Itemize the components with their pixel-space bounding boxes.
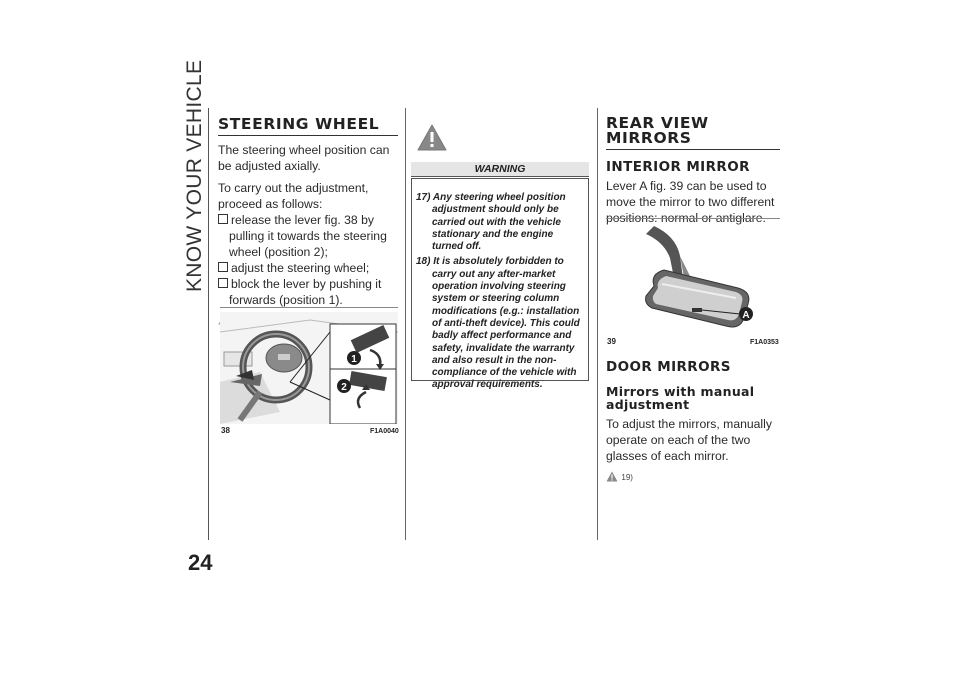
figure-38-steering-illustration (220, 312, 398, 424)
figure-38-top-rule (220, 307, 398, 308)
bullet-text: release the lever fig. 38 by pulling it towards the steering wheel (position 2); (229, 213, 387, 259)
callout-2: 2 (341, 382, 347, 393)
mirrors-title (606, 116, 780, 150)
figure-39-number: 39 (607, 337, 616, 346)
checkbox-bullet-icon (218, 278, 228, 288)
warning-text (416, 192, 586, 393)
steering-title: STEERING WHEEL (218, 116, 398, 136)
checkbox-bullet-icon (218, 214, 228, 224)
door-mirrors-section (606, 360, 780, 486)
steering-bullet-1 (218, 212, 398, 260)
figure-38-code: F1A0040 (370, 428, 399, 435)
bullet-text: adjust the steering wheel; (231, 261, 370, 275)
figure-39-mirror-illustration (606, 222, 780, 334)
figure-39-top-rule (606, 218, 780, 219)
steering-paragraph-2: To carry out the adjustment, proceed as follows: (218, 181, 369, 211)
warning-ref-text: 19) (621, 473, 633, 482)
bullet-text: block the lever by pushing it forwards (position 1). (229, 277, 382, 307)
checkbox-bullet-icon (218, 262, 228, 272)
chapter-title-text: KNOW YOUR VEHICLE (183, 59, 206, 292)
mirrors-warning-refs[interactable] (606, 468, 780, 486)
steering-column (218, 116, 398, 329)
warning-large-triangle-icon (417, 124, 447, 151)
callout-a: A (742, 310, 750, 321)
manual-adjust-text: To adjust the mirrors, manually operate on each of the two glasses of each mirror. (606, 417, 772, 463)
steering-bullet-3 (218, 276, 398, 308)
callout-1: 1 (351, 354, 357, 365)
steering-bullet-2 (218, 260, 398, 276)
warning-item-18: 18) It is absolutely forbidden to carry out any after-market operation involving steering system or steering column modifications (e.g.: installation of anti-theft device). This could badly affect performance and safety, invalidate the warranty and also result in the non-compliance of the vehicle with approval requirements. (416, 256, 580, 391)
figure-38-number: 38 (221, 426, 230, 435)
column-divider-2 (597, 108, 598, 540)
figure-39-code: F1A0353 (750, 339, 779, 346)
door-mirrors-title: DOOR MIRRORS (606, 359, 731, 375)
manual-adjust-title-line-1: Mirrors with manual (606, 384, 755, 399)
interior-mirror-text: Lever A fig. 39 can be used to move the mirror to two different positions: normal or antiglare. (606, 179, 775, 225)
interior-mirror-title: INTERIOR MIRROR (606, 159, 750, 175)
steering-paragraph-1: The steering wheel position can be adjusted axially. (218, 143, 390, 173)
chapter-rule (208, 108, 209, 540)
column-divider-1 (405, 108, 406, 540)
warning-item-17: 17) Any steering wheel position adjustment should only be carried out with the vehicle stationary and the engine turned off. (416, 192, 566, 253)
manual-adjust-title (606, 385, 780, 411)
warning-header: WARNING (411, 162, 589, 177)
page-number: 24 (188, 550, 213, 575)
mirrors-title-line-2: MIRRORS (606, 129, 692, 147)
chapter-title (180, 59, 210, 292)
manual-adjust-title-line-2: adjustment (606, 397, 690, 412)
warning-triangle-icon (606, 471, 618, 482)
mirrors-column (606, 116, 780, 226)
mirrors-title-line-1: REAR VIEW (606, 114, 709, 132)
